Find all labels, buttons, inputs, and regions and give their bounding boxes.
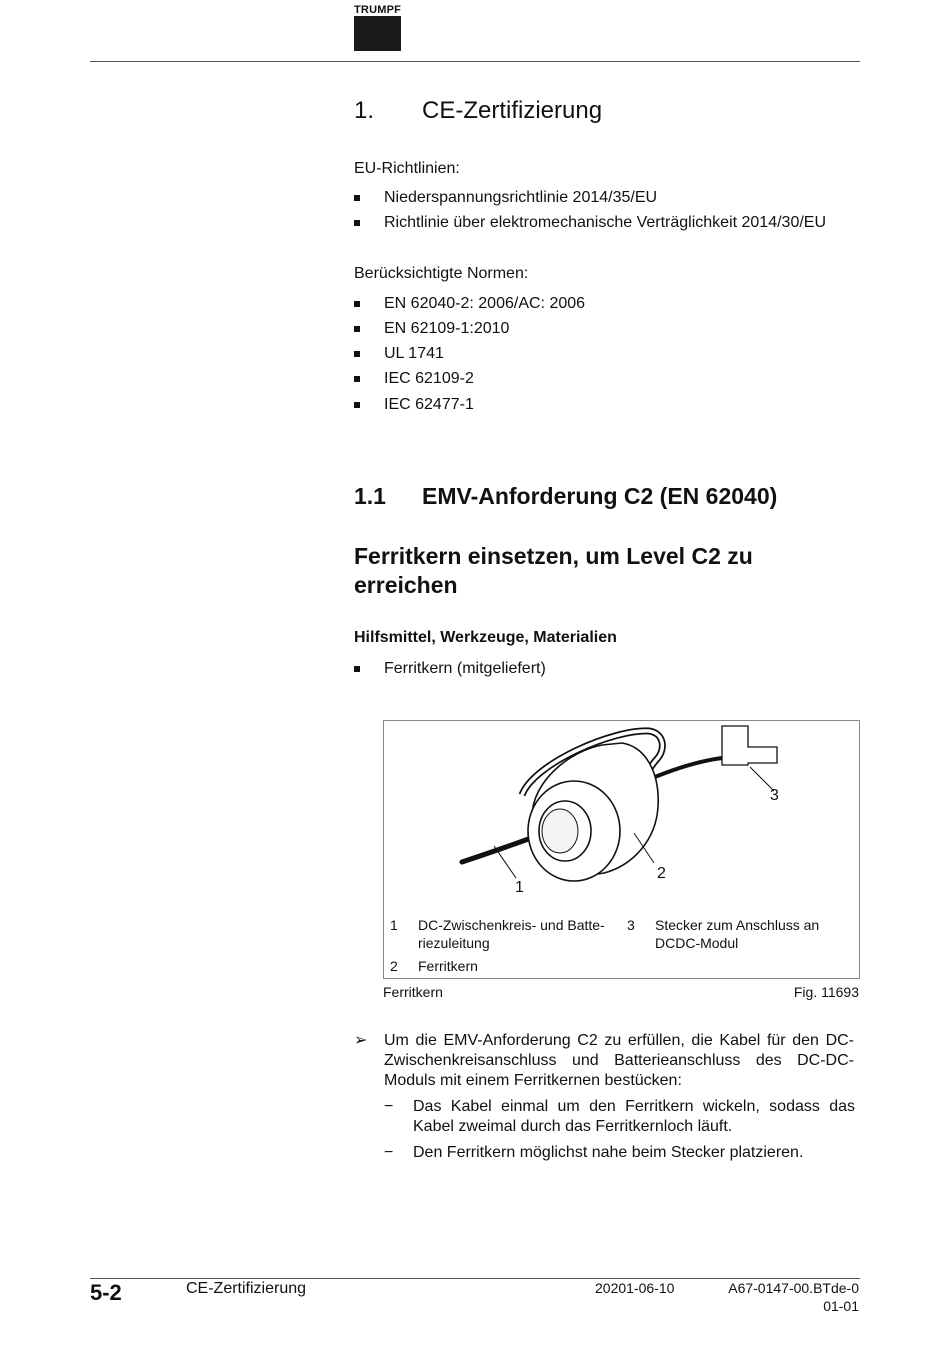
bullet-icon — [354, 326, 360, 332]
instruction-text: Um die EMV-Anforderung C2 zu erfüllen, die Kabel für den DC-Zwischenkreisanschluss und Batterieanschluss des DC-DC-Moduls mit einem Ferritkernen bestücken: — [384, 1032, 854, 1089]
instruction-step — [354, 1031, 859, 1093]
bullet-icon — [354, 402, 360, 408]
bullet-icon — [354, 195, 360, 201]
footer-section-title: CE-Zertifizierung — [186, 1280, 307, 1297]
callout-2: 2 — [657, 865, 666, 882]
footer-doc-id: A67-0147-00.BTde-0 — [728, 1280, 859, 1296]
substep — [384, 1097, 859, 1139]
callout-1: 1 — [515, 879, 524, 896]
figure-number: Fig. 11693 — [793, 984, 859, 1000]
standards-label: Berücksichtigte Normen: — [354, 265, 529, 282]
section-title: CE-Zertifizierung — [422, 97, 603, 124]
legend-number: 3 — [627, 917, 635, 933]
bullet-icon — [354, 376, 360, 382]
tools-heading: Hilfsmittel, Werkzeuge, Materialien — [354, 629, 617, 646]
footer-revision: 01-01 — [823, 1298, 859, 1314]
figure-box — [383, 720, 860, 979]
callout-3: 3 — [770, 787, 779, 804]
bullet-icon — [354, 301, 360, 307]
substep — [384, 1143, 859, 1165]
section-number: 1. — [354, 97, 375, 124]
step-arrow-icon: ➢ — [354, 1032, 368, 1049]
header-rule — [90, 61, 860, 62]
section-heading — [354, 97, 602, 125]
subsection-heading — [354, 483, 777, 510]
page-number: 5-2 — [90, 1280, 122, 1305]
bullet-icon — [354, 666, 360, 672]
substep-text: Das Kabel einmal um den Ferritkern wickeln, sodass das Kabel zweimal durch das Ferritkernloch läuft. — [413, 1098, 855, 1135]
dash-icon: − — [384, 1144, 394, 1161]
figure-caption: Ferritkern — [383, 984, 443, 1000]
legend-number: 1 — [390, 917, 398, 933]
legend-text: Ferritkern — [418, 958, 478, 974]
legend-text: Stecker zum Anschluss an DCDC-Modul — [655, 917, 820, 951]
substep-text: Den Ferritkern möglichst nahe beim Stecker platzieren. — [413, 1144, 804, 1161]
legend-number: 2 — [390, 958, 398, 974]
task-title: Ferritkern einsetzen, um Level C2 zu erreichen — [354, 543, 753, 598]
logo-block — [354, 16, 401, 51]
subsection-title: EMV-Anforderung C2 (EN 62040) — [422, 483, 778, 509]
ferrite-core-illustration — [384, 721, 859, 911]
legend-text: DC-Zwischenkreis- und Batte-riezuleitung — [418, 917, 605, 951]
directives-label: EU-Richtlinien: — [354, 160, 460, 177]
footer-date: 20201-06-10 — [595, 1280, 675, 1296]
bullet-icon — [354, 220, 360, 226]
subsection-number: 1.1 — [354, 483, 386, 509]
dash-icon: − — [384, 1098, 394, 1115]
logo-text: TRUMPF — [354, 4, 402, 16]
footer-rule — [90, 1278, 860, 1279]
bullet-icon — [354, 351, 360, 357]
